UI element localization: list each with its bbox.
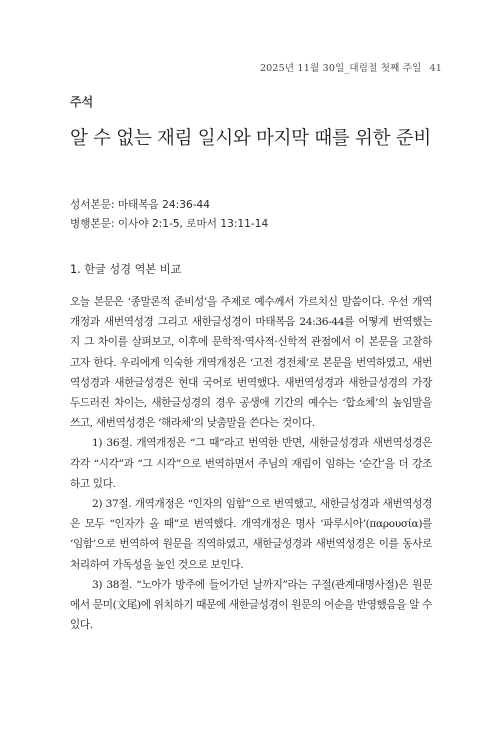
body-text <box>70 292 432 635</box>
parallel-text-label: 병행본문 <box>70 218 111 230</box>
paragraph-verse-37: 2) 37절. 개역개정은 “인자의 임함”으로 번역했고, 새한글성경과 새번역성경은 모두 “인자가 올 때”로 번역했다. 개역개정은 명사 ‘파루시아’(παρουσία)를 ‘임함’으로 번역하여 원문을 직역하였고, 새한글성경과 새번역성경은 이를 동사로 처리하여 가독성을 높인 것으로 보인다. <box>70 498 432 571</box>
page-title: 알 수 없는 재림 일시와 마지막 때를 위한 준비 <box>70 128 431 149</box>
scripture-references <box>70 196 268 234</box>
main-text-label: 성서본문 <box>70 199 111 211</box>
paragraph-verse-36: 1) 36절. 개역개정은 “그 때”라고 번역한 반면, 새한글성경과 새번역성경은 각각 “시각”과 “그 시각”으로 번역하면서 주님의 재림이 임하는 ‘순간’을 더 강조하고 있다. <box>70 437 432 490</box>
section-heading: 1. 한글 성경 역본 비교 <box>70 263 182 276</box>
main-text-value: 마태복음 24:36-44 <box>117 199 211 211</box>
running-title: 2025년 11월 30일_대림절 첫째 주일 <box>259 63 422 74</box>
main-text-reference: 성서본문: 마태복음 24:36-44 <box>70 199 211 211</box>
parallel-text-value: 이사야 2:1-5, 로마서 13:11-14 <box>117 218 269 230</box>
paragraph-verse-38: 3) 38절. “노아가 방주에 들어가던 날까지”라는 구절(관계대명사절)은 원문에서 문미(文尾)에 위치하기 때문에 새한글성경이 원문의 어순을 반영했음을 알 수 있다. <box>70 578 432 632</box>
paragraph-intro: 오늘 본문은 ‘종말론적 준비성’을 주제로 예수께서 가르치신 말씀이다. 우선 개역개정과 새번역성경 그리고 새한글성경이 마태복음 24:36-44를 어떻게 번역했는지 그 차이를 살펴보고, 이후에 문학적·역사적·신학적 관점에서 이 본문을 고찰하고자 한다. 우리에게 익숙한 개역개정은 ‘고전 경전체’로 본문을 번역하였고, 새번역성경과 새한글성경은 현대 국어로 번역했다. 새번역성경과 새한글성경의 가장 두드러진 차이는, 새한글성경의 경우 공생애 기간의 예수는 ‘합쇼체’의 높임말을 쓰고, 새번역성경은 ‘해라체’의 낮춤말을 쓴다는 것이다. <box>70 296 432 430</box>
section-label: 주석 <box>70 95 94 109</box>
parallel-text-reference: 병행본문: 이사야 2:1-5, 로마서 13:11-14 <box>70 218 269 230</box>
page-number: 41 <box>429 63 442 74</box>
running-header <box>260 60 442 74</box>
